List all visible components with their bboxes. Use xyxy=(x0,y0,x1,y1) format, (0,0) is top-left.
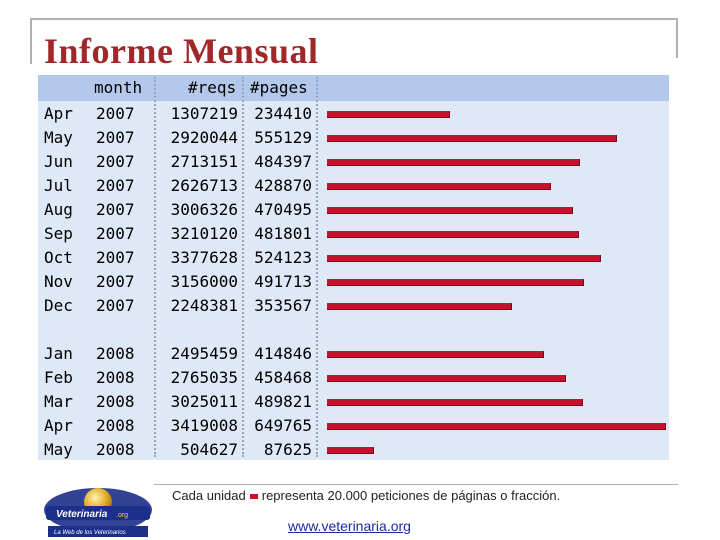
row-reqs: 3419008 xyxy=(170,416,239,435)
row-month: Apr xyxy=(44,104,73,123)
page-volume-bar xyxy=(327,135,617,142)
veterinaria-logo xyxy=(38,484,154,540)
row-year: 2007 xyxy=(96,176,135,195)
row-reqs: 2713151 xyxy=(170,152,239,171)
page-volume-bar xyxy=(327,231,579,238)
row-reqs: 3210120 xyxy=(170,224,239,243)
page-volume-bar xyxy=(327,423,666,430)
column-separator xyxy=(154,77,156,457)
footer-legend xyxy=(172,488,560,503)
row-month: Sep xyxy=(44,224,73,243)
row-pages: 458468 xyxy=(254,368,313,387)
row-month: Aug xyxy=(44,200,73,219)
row-reqs: 2626713 xyxy=(170,176,239,195)
row-reqs: 3025011 xyxy=(170,392,239,411)
row-year: 2007 xyxy=(96,200,135,219)
row-pages: 489821 xyxy=(254,392,313,411)
page-volume-bar xyxy=(327,399,583,406)
page-volume-bar xyxy=(327,279,584,286)
page-volume-bar xyxy=(327,207,573,214)
legend-text-before: Cada unidad xyxy=(172,488,246,503)
row-pages: 234410 xyxy=(254,104,313,123)
page-volume-bar xyxy=(327,303,512,310)
row-month: Jul xyxy=(44,176,73,195)
row-year: 2007 xyxy=(96,128,135,147)
row-pages: 428870 xyxy=(254,176,313,195)
page-volume-bar xyxy=(327,159,580,166)
title-frame-top xyxy=(30,18,678,20)
logo-tagline: La Web de los Veterinarios xyxy=(54,530,126,536)
report-panel xyxy=(38,75,669,460)
row-pages: 491713 xyxy=(254,272,313,291)
logo-suffix: .org xyxy=(116,512,129,519)
row-year: 2007 xyxy=(96,104,135,123)
header-reqs: #reqs xyxy=(188,78,237,97)
row-pages: 470495 xyxy=(254,200,313,219)
header-pages: #pages xyxy=(250,78,308,97)
row-year: 2008 xyxy=(96,392,135,411)
row-year: 2007 xyxy=(96,272,135,291)
row-pages: 87625 xyxy=(263,440,313,459)
row-year: 2007 xyxy=(96,296,135,315)
logo-wordmark: Veterinaria xyxy=(56,509,108,520)
row-pages: 414846 xyxy=(254,344,313,363)
page-volume-bar xyxy=(327,255,601,262)
report-header xyxy=(38,75,669,101)
row-year: 2008 xyxy=(96,440,135,459)
row-year: 2008 xyxy=(96,368,135,387)
title-frame-left xyxy=(30,18,32,64)
page-volume-bar xyxy=(327,375,566,382)
row-pages: 555129 xyxy=(254,128,313,147)
row-month: May xyxy=(44,440,73,459)
title-frame-right xyxy=(676,18,678,58)
legend-bar-swatch xyxy=(250,494,258,499)
row-year: 2007 xyxy=(96,224,135,243)
legend-text-after: representa 20.000 peticiones de páginas o fracción. xyxy=(261,488,561,503)
row-pages: 353567 xyxy=(254,296,313,315)
row-reqs: 1307219 xyxy=(170,104,239,123)
row-reqs: 2920044 xyxy=(170,128,239,147)
column-separator xyxy=(316,77,318,457)
site-url-link[interactable]: www.veterinaria.org xyxy=(288,518,411,534)
row-month: Jan xyxy=(44,344,73,363)
row-month: May xyxy=(44,128,73,147)
page-volume-bar xyxy=(327,351,544,358)
row-reqs: 3377628 xyxy=(170,248,239,267)
row-month: Jun xyxy=(44,152,73,171)
row-reqs: 504627 xyxy=(180,440,239,459)
row-month: Nov xyxy=(44,272,73,291)
slide-title: Informe Mensual xyxy=(44,31,319,71)
page-volume-bar xyxy=(327,447,374,454)
header-month: month xyxy=(94,78,143,97)
page-volume-bar xyxy=(327,111,450,118)
row-reqs: 3006326 xyxy=(170,200,239,219)
row-month: Dec xyxy=(44,296,73,315)
row-pages: 649765 xyxy=(254,416,313,435)
row-year: 2007 xyxy=(96,248,135,267)
row-reqs: 2765035 xyxy=(170,368,239,387)
page-volume-bar xyxy=(327,183,551,190)
row-year: 2008 xyxy=(96,344,135,363)
row-month: Feb xyxy=(44,368,73,387)
row-reqs: 2495459 xyxy=(170,344,239,363)
row-pages: 481801 xyxy=(254,224,313,243)
row-month: Mar xyxy=(44,392,73,411)
row-month: Oct xyxy=(44,248,73,267)
column-separator xyxy=(242,77,244,457)
row-pages: 484397 xyxy=(254,152,313,171)
row-reqs: 2248381 xyxy=(170,296,239,315)
row-year: 2008 xyxy=(96,416,135,435)
row-year: 2007 xyxy=(96,152,135,171)
row-month: Apr xyxy=(44,416,73,435)
row-reqs: 3156000 xyxy=(170,272,239,291)
row-pages: 524123 xyxy=(254,248,313,267)
